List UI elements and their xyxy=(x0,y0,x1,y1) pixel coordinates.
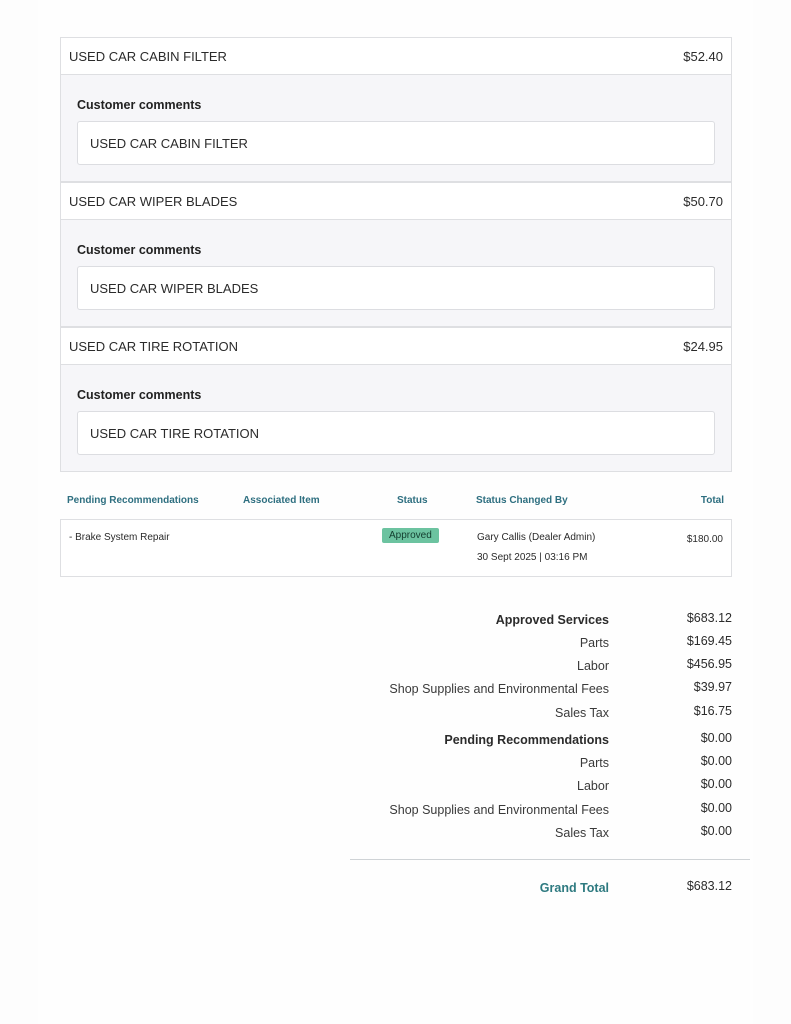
pending-tax-label: Sales Tax xyxy=(555,826,609,840)
service-price: $50.70 xyxy=(683,193,723,209)
approved-fees-value: $39.97 xyxy=(693,680,732,694)
customer-comments-section xyxy=(60,365,732,472)
service-name: USED CAR WIPER BLADES xyxy=(69,193,238,209)
grand-total-label: Grand Total xyxy=(539,881,609,895)
status-badge: Approved xyxy=(382,528,439,543)
totals-row xyxy=(350,682,750,702)
customer-comments-label: Customer comments xyxy=(77,388,202,402)
approved-labor-label: Labor xyxy=(577,659,609,673)
totals-row xyxy=(350,636,750,656)
pending-fees-value: $0.00 xyxy=(700,801,732,815)
recommendation-name: - Brake System Repair xyxy=(69,532,170,543)
totals-row xyxy=(350,756,750,776)
totals-row xyxy=(350,733,750,753)
recommendation-total: $180.00 xyxy=(686,534,723,545)
approved-tax-label: Sales Tax xyxy=(555,706,609,720)
grand-total-row xyxy=(350,881,750,901)
approved-fees-label: Shop Supplies and Environmental Fees xyxy=(389,682,609,696)
customer-comment-box: USED CAR TIRE ROTATION xyxy=(77,411,715,455)
approved-tax-value: $16.75 xyxy=(693,704,732,718)
totals-divider xyxy=(350,859,750,860)
customer-comments-label: Customer comments xyxy=(77,243,202,257)
header-status: Status xyxy=(397,495,428,506)
pending-labor-label: Labor xyxy=(577,779,609,793)
totals-row xyxy=(350,826,750,846)
status-changed-by: Gary Callis (Dealer Admin) xyxy=(477,532,596,543)
recommendation-row xyxy=(60,519,732,577)
service-row xyxy=(60,37,732,75)
pending-labor-value: $0.00 xyxy=(700,777,732,791)
service-row xyxy=(60,182,732,220)
pending-recommendations-label: Pending Recommendations xyxy=(444,733,609,747)
pending-tax-value: $0.00 xyxy=(700,824,732,838)
totals-row xyxy=(350,803,750,823)
customer-comments-section xyxy=(60,220,732,327)
customer-comments-label: Customer comments xyxy=(77,98,202,112)
status-changed-at: 30 Sept 2025 | 03:16 PM xyxy=(477,552,588,563)
header-total: Total xyxy=(700,495,724,506)
pending-parts-value: $0.00 xyxy=(700,754,732,768)
totals-row xyxy=(350,659,750,679)
header-associated-item: Associated Item xyxy=(243,495,320,506)
approved-parts-label: Parts xyxy=(579,636,609,650)
approved-services-value: $683.12 xyxy=(686,611,732,625)
totals-row xyxy=(350,779,750,799)
totals-row xyxy=(350,706,750,726)
pending-parts-label: Parts xyxy=(579,756,609,770)
grand-total-value: $683.12 xyxy=(686,879,732,893)
customer-comments-section xyxy=(60,75,732,182)
service-price: $24.95 xyxy=(683,338,723,354)
pending-fees-label: Shop Supplies and Environmental Fees xyxy=(389,803,609,817)
recommendations-header xyxy=(60,495,732,511)
service-row xyxy=(60,327,732,365)
approved-labor-value: $456.95 xyxy=(686,657,732,671)
customer-comment-box: USED CAR CABIN FILTER xyxy=(77,121,715,165)
approved-services-label: Approved Services xyxy=(495,613,609,627)
totals-row xyxy=(350,613,750,633)
service-name: USED CAR TIRE ROTATION xyxy=(69,338,239,354)
service-price: $52.40 xyxy=(683,48,723,64)
header-status-changed-by: Status Changed By xyxy=(476,495,568,506)
customer-comment-box: USED CAR WIPER BLADES xyxy=(77,266,715,310)
approved-parts-value: $169.45 xyxy=(686,634,732,648)
services-list xyxy=(60,37,732,472)
pending-recommendations-value: $0.00 xyxy=(700,731,732,745)
header-pending-recommendations: Pending Recommendations xyxy=(67,495,199,506)
service-name: USED CAR CABIN FILTER xyxy=(69,48,227,64)
